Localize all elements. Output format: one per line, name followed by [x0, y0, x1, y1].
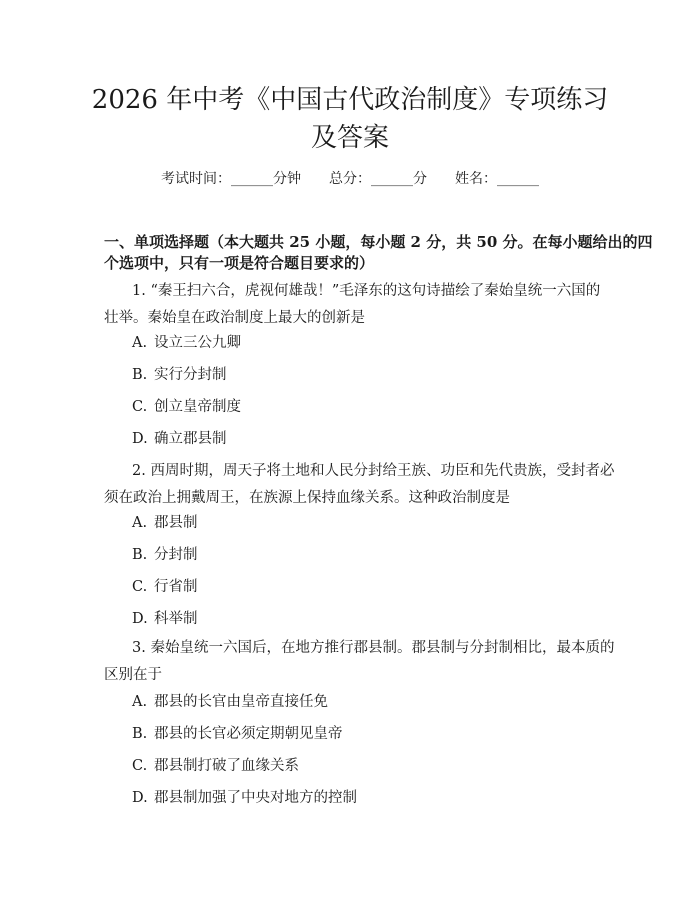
- question-2-option-a: [132, 513, 198, 533]
- option-letter: D.: [132, 611, 148, 627]
- question-2-stem-line-2: 须在政治上拥戴周王，在族源上保持血缘关系。这种政治制度是: [104, 490, 510, 506]
- question-3-stem: [104, 635, 615, 689]
- question-1-option-a: [132, 333, 241, 353]
- question-2-option-d: [132, 609, 198, 629]
- option-text: 确立郡县制: [154, 431, 227, 447]
- option-letter: A.: [132, 335, 148, 351]
- option-text: 创立皇帝制度: [154, 399, 241, 415]
- option-letter: B.: [132, 367, 148, 383]
- option-letter: D.: [132, 431, 148, 447]
- question-2-option-b: [132, 545, 198, 565]
- option-text: 郡县的长官必须定期朝见皇帝: [154, 726, 343, 742]
- exam-name: 姓名：______: [455, 171, 539, 187]
- question-3-stem-line-1: 3. 秦始皇统一六国后，在地方推行郡县制。郡县制与分封制相比，最本质的: [132, 640, 615, 656]
- option-text: 郡县制加强了中央对地方的控制: [154, 790, 357, 806]
- question-1-option-b: [132, 365, 227, 385]
- question-2-stem: [104, 458, 615, 512]
- question-3-option-a: [132, 692, 328, 712]
- option-letter: C.: [132, 399, 148, 415]
- question-1-stem-line-2: 壮举。秦始皇在政治制度上最大的创新是: [104, 310, 365, 326]
- question-1-stem-line-1: 1. “秦王扫六合，虎视何雄哉！”毛泽东的这句诗描绘了秦始皇统一六国的: [132, 283, 601, 299]
- option-letter: A.: [132, 515, 148, 531]
- question-3-option-c: [132, 756, 299, 776]
- question-3-stem-line-2: 区别在于: [104, 667, 162, 683]
- question-2-option-c: [132, 577, 198, 597]
- option-text: 行省制: [154, 579, 198, 595]
- section-header-line-2: 个选项中，只有一项是符合题目要求的）: [104, 254, 375, 272]
- option-text: 设立三公九卿: [154, 335, 241, 351]
- option-letter: B.: [132, 547, 148, 563]
- option-letter: C.: [132, 758, 148, 774]
- option-letter: C.: [132, 579, 148, 595]
- question-3-option-b: [132, 724, 343, 744]
- section-header: [104, 232, 653, 274]
- question-3-option-d: [132, 788, 357, 808]
- option-text: 郡县的长官由皇帝直接任免: [154, 694, 328, 710]
- question-1-option-c: [132, 397, 241, 417]
- option-text: 郡县制: [154, 515, 198, 531]
- exam-score: 总分：______分: [329, 171, 427, 187]
- option-letter: D.: [132, 790, 148, 806]
- question-1-option-d: [132, 429, 227, 449]
- section-header-line-1: 一、单项选择题（本大题共 25 小题，每小题 2 分，共 50 分。在每小题给出的四: [104, 233, 653, 251]
- question-2-stem-line-1: 2. 西周时期，周天子将土地和人民分封给王族、功臣和先代贵族，受封者必: [132, 463, 615, 479]
- option-text: 科举制: [154, 611, 198, 627]
- document-title-line-1: 2026 年中考《中国古代政治制度》专项练习: [91, 85, 609, 115]
- option-letter: A.: [132, 694, 148, 710]
- option-text: 分封制: [154, 547, 198, 563]
- question-1-stem: [104, 278, 604, 332]
- exam-info: [0, 169, 700, 189]
- option-text: 实行分封制: [154, 367, 227, 383]
- option-text: 郡县制打破了血缘关系: [154, 758, 299, 774]
- document-title-line-2: 及答案: [310, 123, 389, 153]
- option-letter: B.: [132, 726, 148, 742]
- exam-time: 考试时间：______分钟: [161, 171, 301, 187]
